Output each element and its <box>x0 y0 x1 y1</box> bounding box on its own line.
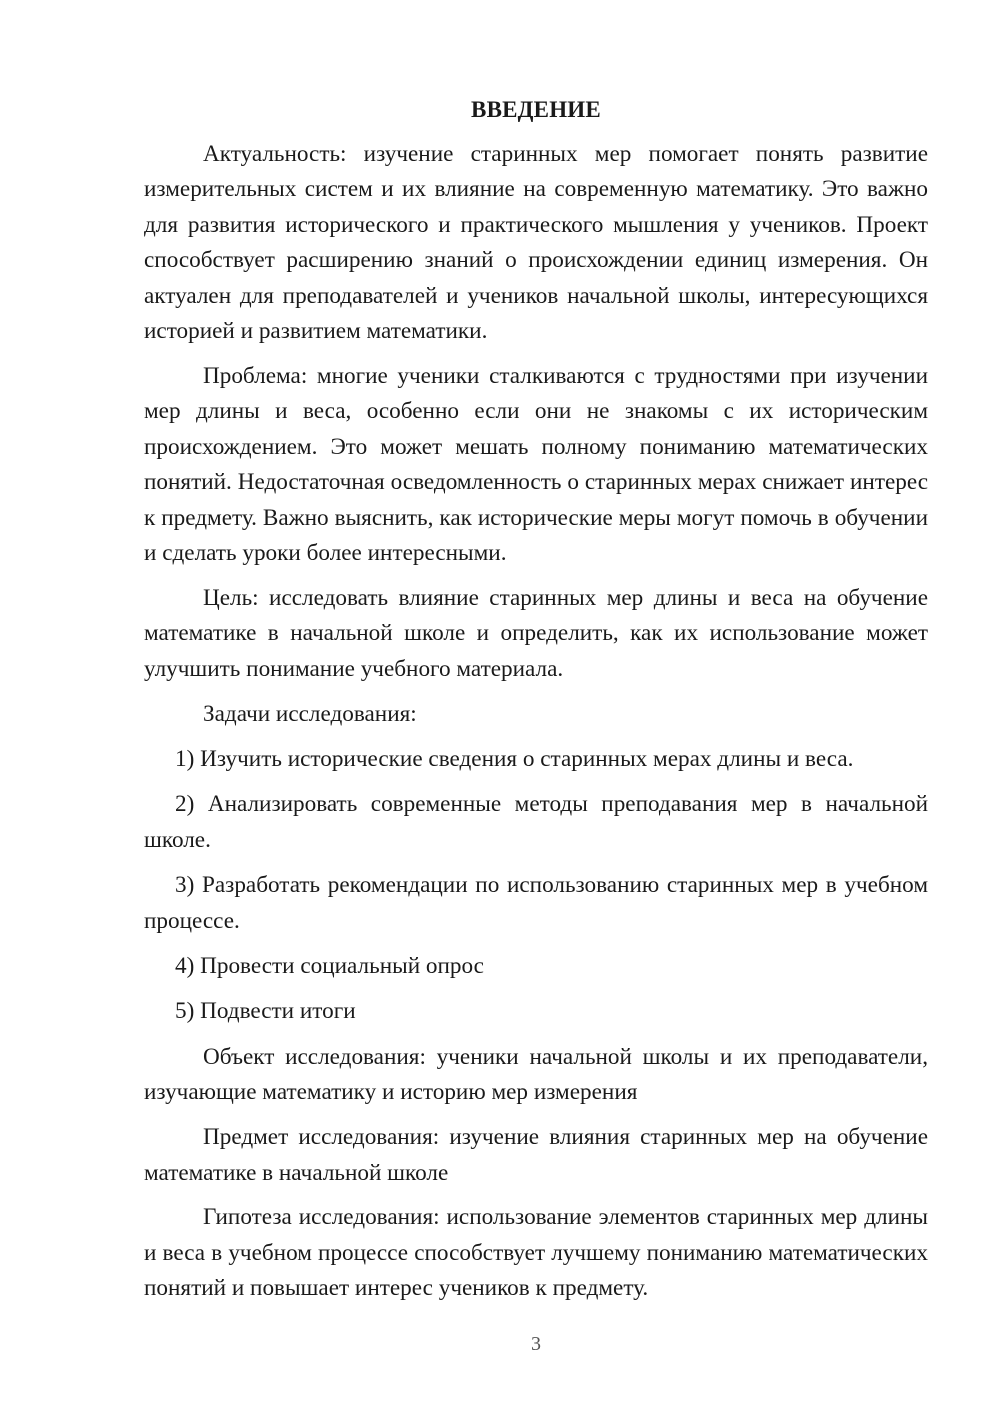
task-item-3: 3) Разработать рекомендации по использованию старинных мер в учебном процессе. <box>144 872 928 934</box>
task-item-5: 5) Подвести итоги <box>175 998 356 1025</box>
page-number: 3 <box>531 1333 541 1355</box>
task-item-2: 2) Анализировать современные методы преподавания мер в начальной школе. <box>144 791 928 853</box>
relevance-paragraph: Актуальность: изучение старинных мер помогает понять развитие измерительных систем и их влияние на современную математику. Это важно для развития исторического и практического мышления у учеников. Проект способствует расширению знаний о происхождении единиц измерения. Он актуален для преподавателей и учеников начальной школы, интересующихся историей и развитием математики. <box>144 141 928 345</box>
page-title: ВВЕДЕНИЕ <box>471 97 601 122</box>
task-item-4: 4) Провести социальный опрос <box>175 953 484 980</box>
task-item-1: 1) Изучить исторические сведения о старинных мерах длины и веса. <box>175 746 854 772</box>
page-content <box>144 92 928 1316</box>
tasks-heading: Задачи исследования: <box>203 700 417 727</box>
goal-paragraph: Цель: исследовать влияние старинных мер длины и веса на обучение математике в начальной школе и определить, как их использование может улучшить понимание учебного материала. <box>144 584 928 682</box>
problem-paragraph: Проблема: многие ученики сталкиваются с трудностями при изучении мер длины и веса, особенно если они не знакомы с их историческим происхождением. Это может мешать полному пониманию математических понятий. Недостаточная осведомленность о старинных мерах снижает интерес к предмету. Важно выяснить, как исторические меры могут помочь в обучении и сделать уроки более интересными. <box>144 362 928 566</box>
object-paragraph: Объект исследования: ученики начальной школы и их преподаватели, изучающие математику и историю мер измерения <box>144 1043 928 1106</box>
hypothesis-paragraph: Гипотеза исследования: использование элементов старинных мер длины и веса в учебном процессе способствует лучшему пониманию математических понятий и повышает интерес учеников к предмету. <box>144 1204 928 1302</box>
subject-paragraph: Предмет исследования: изучение влияния старинных мер на обучение математике в начальной школе <box>144 1124 928 1186</box>
